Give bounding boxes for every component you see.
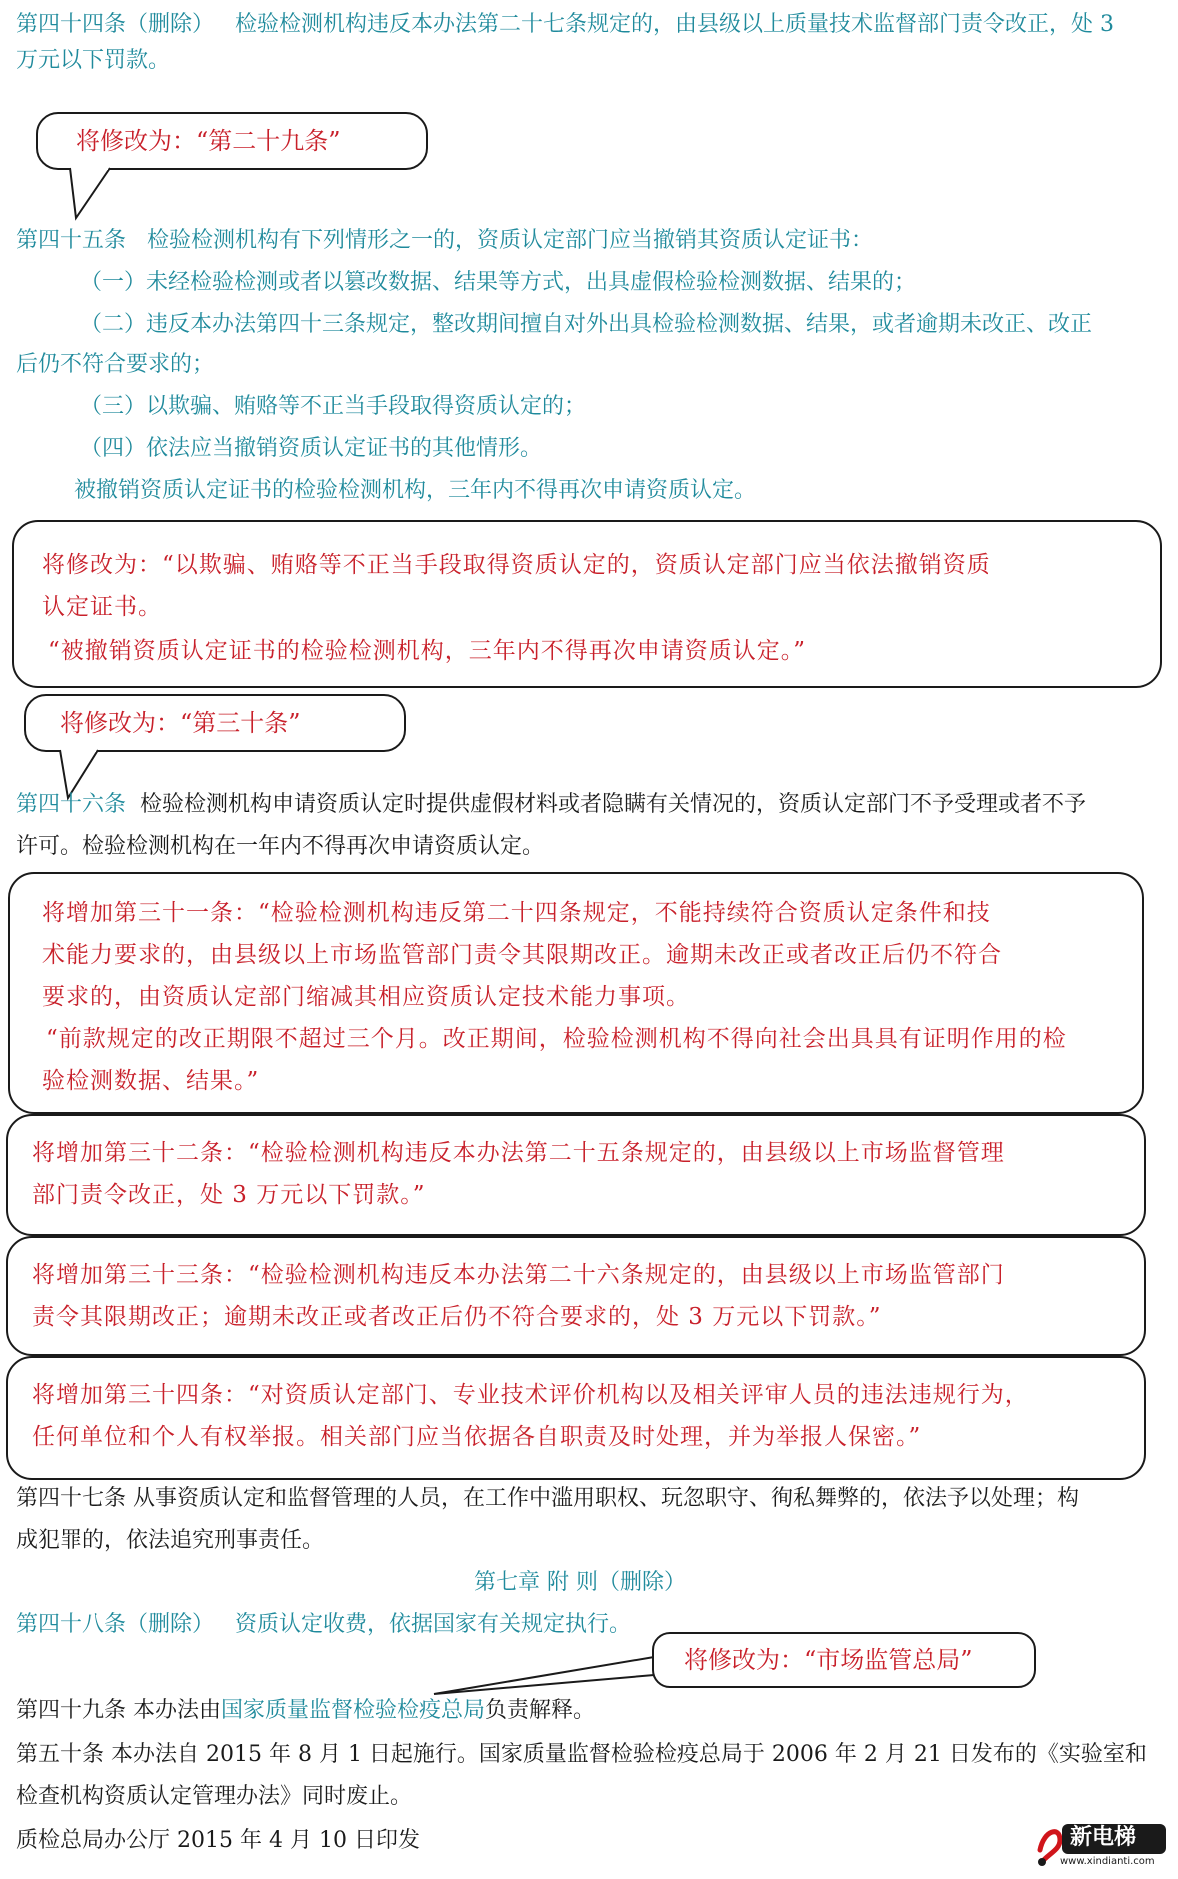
addition-31-line5: 验检测数据、结果。” — [42, 1068, 260, 1094]
article-46-text: 检验检测机构申请资质认定时提供虚假材料或者隐瞒有关情况的，资质认定部门不予受理或者不予 — [140, 792, 1087, 817]
article-47-line2: 成犯罪的，依法追究刑事责任。 — [16, 1528, 325, 1553]
issue-footer: 质检总局办公厅 2015 年 4 月 10 日印发 — [16, 1828, 420, 1853]
amendment-45-line1: 将修改为：“以欺骗、贿赂等不正当手段取得资质认定的，资质认定部门应当依法撤销资质 — [42, 552, 991, 578]
addition-33-line2: 责令其限期改正；逾期未改正或者改正后仍不符合要求的，处 3 万元以下罚款。” — [32, 1304, 882, 1330]
addition-34-line1: 将增加第三十四条：“对资质认定部门、专业技术评价机构以及相关评审人员的违法违规行为， — [32, 1382, 1029, 1408]
watermark-url: www.xindianti.com — [1060, 1856, 1155, 1867]
article-46-line2: 许可。检验检测机构在一年内不得再次申请资质认定。 — [16, 834, 545, 859]
addition-31-line3: 要求的，由资质认定部门缩减其相应资质认定技术能力事项。 — [42, 984, 690, 1010]
article-44-line2: 万元以下罚款。 — [16, 48, 171, 73]
addition-32-line2: 部门责令改正，处 3 万元以下罚款。” — [32, 1182, 426, 1208]
addition-box-article-33 — [6, 1236, 1146, 1356]
article-45-intro-line — [16, 226, 873, 256]
callout-gov — [652, 1632, 1036, 1688]
article-49-suffix: 负责解释。 — [485, 1698, 596, 1723]
addition-32-line1: 将增加第三十二条：“检验检测机构违反本办法第二十五条规定的，由县级以上市场监督管理 — [32, 1140, 1005, 1166]
article-46-line1 — [16, 790, 1086, 820]
addition-box-article-31 — [8, 872, 1144, 1114]
article-48-text: 资质认定收费，依据国家有关规定执行。 — [235, 1612, 632, 1637]
article-45-label: 第四十五条 — [16, 228, 127, 253]
article-48-label: 第四十八条（删除） — [16, 1612, 215, 1637]
site-watermark — [1030, 1820, 1170, 1870]
article-44-label: 第四十四条（删除） — [16, 12, 215, 37]
article-44-text: 检验检测机构违反本办法第二十七条规定的，由县级以上质量技术监督部门责令改正，处 3 — [235, 12, 1114, 37]
addition-31-line4: “前款规定的改正期限不超过三个月。改正期间，检验检测机构不得向社会出具具有证明作用的检 — [46, 1026, 1067, 1052]
article-46-label: 第四十六条 — [16, 792, 127, 817]
addition-31-line1: 将增加第三十一条：“检验检测机构违反第二十四条规定，不能持续符合资质认定条件和技 — [42, 900, 991, 926]
amendment-45-line3: “被撤销资质认定证书的检验检测机构，三年内不得再次申请资质认定。” — [48, 638, 807, 664]
article-50-line2: 检查机构资质认定管理办法》同时废止。 — [16, 1784, 413, 1809]
article-50-line1: 第五十条 本办法自 2015 年 8 月 1 日起施行。国家质量监督检验检疫总局于 2006 年 2 月 21 日发布的《实验室和 — [16, 1742, 1147, 1767]
callout-article-29 — [36, 112, 428, 170]
article-49-prefix: 第四十九条 本办法由 — [16, 1698, 221, 1723]
callout-article-30-text: 将修改为：“第三十条” — [60, 709, 301, 737]
article-45-item-1: （一）未经检验检测或者以篡改数据、结果等方式，出具虚假检验检测数据、结果的； — [80, 270, 917, 295]
callout-article-29-text: 将修改为：“第二十九条” — [76, 127, 341, 155]
callout-gov-text: 将修改为：“市场监管总局” — [684, 1646, 973, 1674]
addition-box-article-32 — [6, 1114, 1146, 1236]
callout-article-30 — [24, 694, 406, 752]
article-44-line1 — [16, 10, 1114, 40]
addition-33-line1: 将增加第三十三条：“检验检测机构违反本办法第二十六条规定的，由县级以上市场监管部门 — [32, 1262, 1005, 1288]
article-49-highlight: 国家质量监督检验检疫总局 — [221, 1698, 486, 1723]
addition-34-line2: 任何单位和个人有权举报。相关部门应当依据各自职责及时处理，并为举报人保密。” — [32, 1424, 922, 1450]
addition-box-article-34 — [6, 1356, 1146, 1480]
article-45-item-2: （二）违反本办法第四十三条规定，整改期间擅自对外出具检验检测数据、结果，或者逾期未改正、改正 — [80, 312, 1093, 337]
amendment-45-line2: 认定证书。 — [42, 594, 162, 620]
chapter-7-heading: 第七章 附 则（删除） — [474, 1570, 686, 1595]
article-47-line1: 第四十七条 从事资质认定和监督管理的人员，在工作中滥用职权、玩忽职守、徇私舞弊的，依法予以处理；构 — [16, 1486, 1079, 1511]
callout-gov-tail — [430, 1630, 680, 1700]
amendment-box-article-45 — [12, 520, 1162, 688]
article-45-item-2-cont: 后仍不符合要求的； — [16, 352, 215, 377]
article-45-intro: 检验检测机构有下列情形之一的，资质认定部门应当撤销其资质认定证书： — [147, 228, 874, 253]
article-45-tail: 被撤销资质认定证书的检验检测机构，三年内不得再次申请资质认定。 — [74, 478, 757, 503]
addition-31-line2: 术能力要求的，由县级以上市场监管部门责令其限期改正。逾期未改正或者改正后仍不符合 — [42, 942, 1002, 968]
callout-article-29-tail — [60, 164, 120, 224]
article-49-line — [16, 1696, 595, 1726]
article-45-item-3: （三）以欺骗、贿赂等不正当手段取得资质认定的； — [80, 394, 587, 419]
article-45-item-4: （四）依法应当撤销资质认定证书的其他情形。 — [80, 436, 543, 461]
watermark-name: 新电梯 — [1070, 1825, 1137, 1850]
